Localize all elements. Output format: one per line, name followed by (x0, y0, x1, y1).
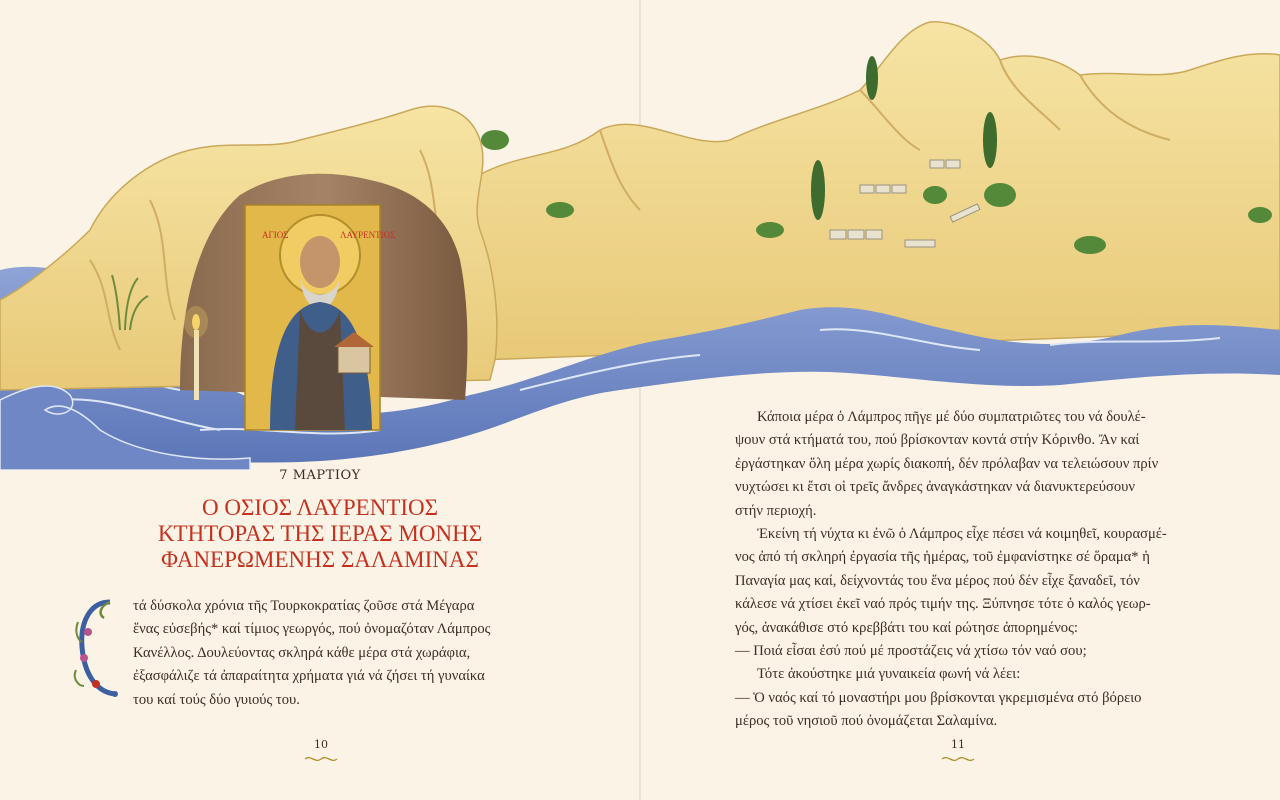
page-ornament-icon (940, 754, 976, 764)
text-line: ἐξασφάλιζε τά ἀπαραίτητα χρήματα γιά νά ζήσει τή γυναίκα (133, 668, 485, 685)
text-line: ψουν στά κτήματά του, πού βρίσκονταν κοντά στήν Κόρινθο. Ἄν καί (735, 432, 1140, 449)
text-line: Παναγία μας καί, δείχνοντάς του ἕνα μέρος πού δέν εἶχε ξαναδεῖ, τόν (735, 572, 1140, 589)
page-ornament-icon (303, 754, 339, 764)
text-line: Κάποια μέρα ὁ Λάμπρος πῆγε μέ δύο συμπατριῶτες του νά δουλέ- (757, 409, 1146, 425)
text-line: μέρος τοῦ νησιοῦ πού ὀνομάζεται Σαλαμίνα. (735, 713, 998, 730)
text-line: τά δύσκολα χρόνια τῆς Τουρκοκρατίας ζοῦσε στά Μέγαρα (133, 598, 475, 614)
title-line: ΦΑΝΕΡΩΜΕΝΗΣ ΣΑΛΑΜΙΝΑΣ (161, 547, 479, 572)
dialogue-line: — Ποιά εἶσαι ἐσύ πού μέ προστάζεις νά χτίσω τόν ναό σου; (735, 643, 1087, 660)
page-number-left: 10 (314, 738, 328, 751)
dialogue-line: — Ὁ ναός καί τό μοναστήρι μου βρίσκονται γκρεμισμένα στό βόρειο (735, 689, 1142, 706)
text-line: Ἐκείνη τή νύχτα κι ἐνῶ ὁ Λάμπρος εἶχε πέσει νά κοιμηθεῖ, κουρασμέ- (757, 526, 1167, 543)
icon-label-right: ΛΑΥΡΕΝΤΙΟΣ (340, 230, 396, 240)
text-line: γός, ἀνακάθισε στό κρεββάτι του καί ρώτησε ἀπορημένος: (735, 619, 1078, 636)
text-line: ἐργάστηκαν ὅλη μέρα χωρίς διακοπή, δέν πρόλαβαν να τελειώσουν πρίν (735, 455, 1159, 472)
text-line: κάλεσε νά χτίσει ἐκεῖ ναό πρός τιμήν της. Ξύπνησε τότε ὁ καλός γεωρ- (735, 596, 1151, 613)
left-paragraph (133, 595, 559, 712)
title-line: ΚΤΗΤΟΡΑΣ ΤΗΣ ΙΕΡΑΣ ΜΟΝΗΣ (157, 521, 483, 546)
icon-label-left: ΑΓΙΟΣ (262, 230, 289, 240)
text-line: στήν περιοχή. (735, 502, 817, 519)
text-line: νυχτώσει κι ἔτσι οἱ τρεῖς ἄνδρες ἀναγκάστηκαν νά διανυκτερεύσουν (735, 479, 1135, 496)
saint-icon (245, 205, 395, 430)
decorated-initial (70, 592, 126, 704)
text-line: νος ἀπό τή σκληρή ἐργασία τῆς ἡμέρας, τοῦ ἐμφανίστηκε σέ ὅραμα* ἡ (735, 549, 1150, 566)
text-line: Κανέλλος. Δουλεύοντας σκληρά κάθε μέρα στά χωράφια, (133, 644, 471, 661)
text-line: ἕνας εὐσεβής* καί τίμιος γεωργός, πού ὀνομαζόταν Λάμπρος (133, 621, 491, 638)
chapter-title (0, 495, 640, 573)
right-page-text (735, 406, 1205, 734)
text-line: Τότε ἀκούστηκε μιά γυναικεία φωνή νά λέει: (757, 666, 1021, 683)
feast-date: 7 ΜΑΡΤΙΟΥ (279, 468, 361, 483)
page-number-right: 11 (951, 738, 965, 751)
title-line: Ο ΟΣΙΟΣ ΛΑΥΡΕΝΤΙΟΣ (201, 495, 439, 520)
text-line: του καί τούς δύο γυιούς του. (133, 691, 300, 708)
